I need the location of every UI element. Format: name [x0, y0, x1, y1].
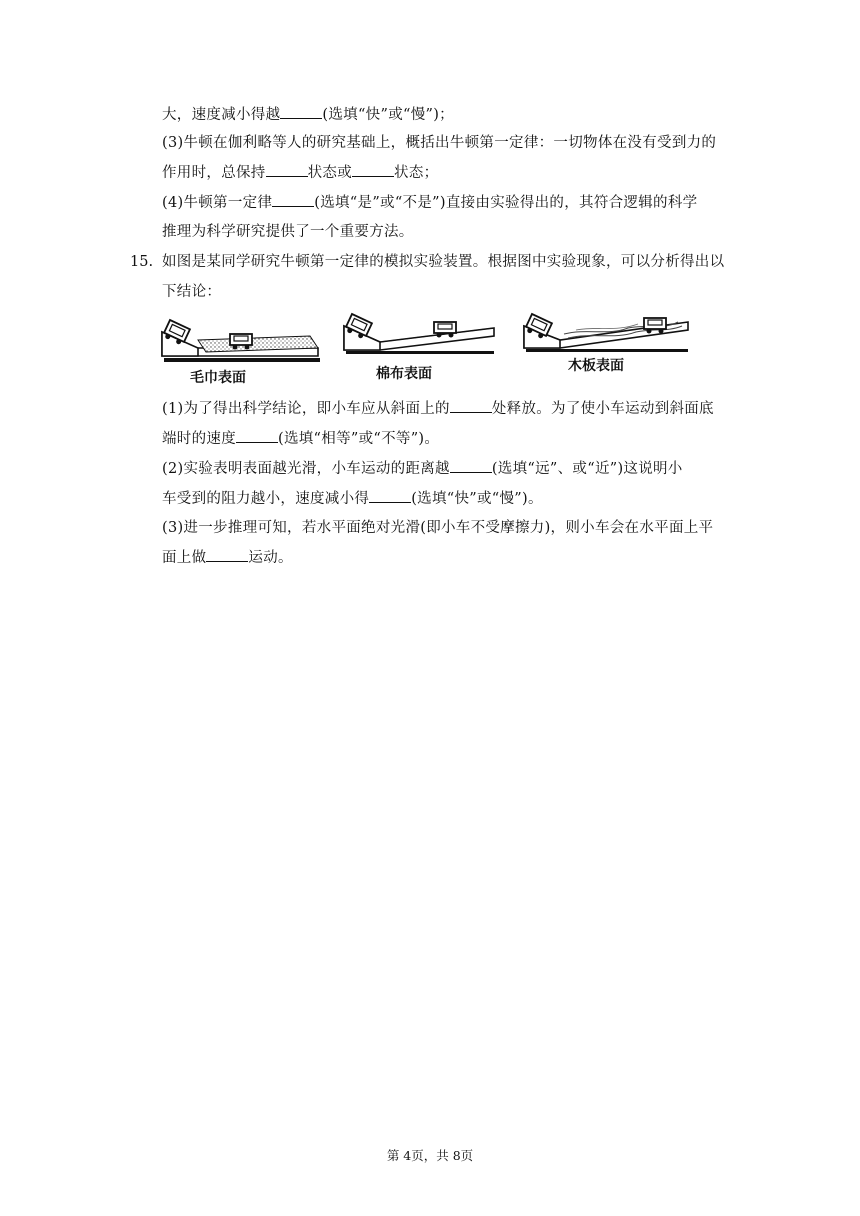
- subquestion-2-line-1: [162, 458, 683, 479]
- subquestion-2-line-2: [162, 488, 543, 509]
- answer-blank: [450, 398, 492, 413]
- text-fragment: 大，速度减小得越: [162, 107, 281, 123]
- text-line-5: 推理为科学研究提供了一个重要方法。: [162, 224, 414, 240]
- answer-blank: [272, 192, 314, 207]
- text-line-1: [162, 104, 454, 125]
- answer-blank: [236, 428, 278, 443]
- question-stem-line-2: 下结论：: [162, 284, 222, 300]
- text-fragment: 面上做: [162, 550, 207, 566]
- wood-surface-panel: [524, 314, 688, 352]
- figure-label-wood: 木板表面: [568, 358, 624, 374]
- cloth-surface-panel: [344, 314, 494, 354]
- subquestion-3-line-1: (3)进一步推理可知，若水平面绝对光滑(即小车不受摩擦力)，则小车会在水平面上平: [162, 520, 714, 536]
- question-number: 15.: [130, 254, 154, 270]
- answer-blank: [206, 547, 248, 562]
- text-line-3: [162, 162, 438, 183]
- text-fragment: (4)牛顿第一定律: [162, 195, 273, 211]
- text-fragment: 车受到的阻力越小，速度减小得: [162, 491, 370, 507]
- answer-blank: [280, 104, 322, 119]
- page-footer: 第 4页，共 8页: [386, 1148, 474, 1163]
- text-fragment: (选填“相等”或“不等”)。: [278, 431, 440, 447]
- text-fragment: 状态；: [394, 165, 439, 181]
- subquestion-3-line-2: [162, 547, 293, 568]
- text-fragment: 运动。: [248, 550, 293, 566]
- answer-blank: [352, 162, 394, 177]
- text-fragment: 处释放。为了使小车运动到斜面底: [491, 401, 714, 417]
- text-fragment: (选填“快”或“慢”)；: [322, 107, 454, 123]
- text-fragment: (2)实验表明表面越光滑，小车运动的距离越: [162, 461, 450, 477]
- figure-label-towel: 毛巾表面: [190, 370, 246, 386]
- text-fragment: 端时的速度: [162, 431, 236, 447]
- answer-blank: [266, 162, 308, 177]
- figure-label-cloth: 棉布表面: [376, 366, 432, 382]
- text-line-2: (3)牛顿在伽利略等人的研究基础上，概括出牛顿第一定律：一切物体在没有受到力的: [162, 135, 717, 151]
- subquestion-1-line-1: [162, 398, 714, 419]
- text-line-4: [162, 192, 697, 213]
- experiment-figure: [158, 310, 698, 390]
- text-fragment: (1)为了得出科学结论，即小车应从斜面上的: [162, 401, 450, 417]
- subquestion-1-line-2: [162, 428, 439, 449]
- towel-surface-panel: [162, 320, 320, 362]
- question-stem-line-1: 如图是某同学研究牛顿第一定律的模拟实验装置。根据图中实验现象，可以分析得出以: [162, 254, 725, 270]
- text-fragment: (选填“快”或“慢”)。: [411, 491, 543, 507]
- text-fragment: (选填“是”或“不是”)直接由实验得出的，其符合逻辑的科学: [314, 195, 698, 211]
- answer-blank: [450, 458, 492, 473]
- answer-blank: [369, 488, 411, 503]
- text-fragment: 作用时，总保持: [162, 165, 266, 181]
- text-fragment: 状态或: [307, 165, 353, 181]
- text-fragment: (选填“远”、或“近”)这说明小: [491, 461, 683, 477]
